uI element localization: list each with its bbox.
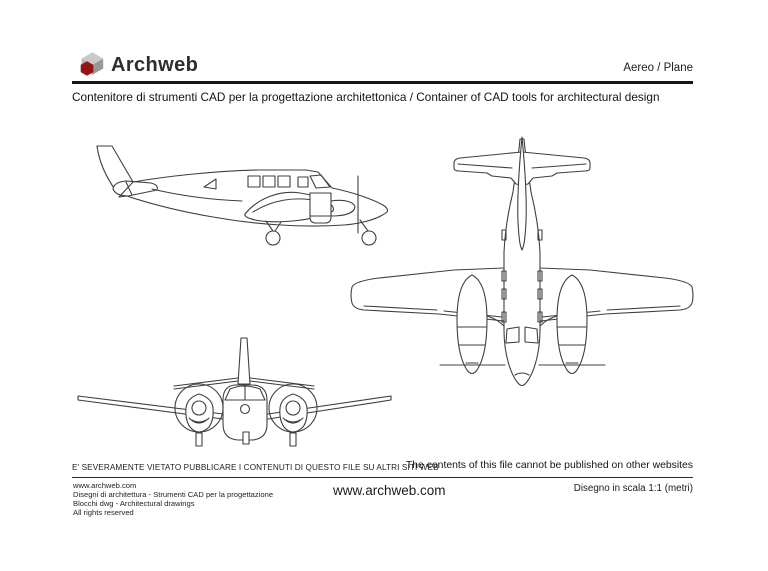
footer-line-description-en: Blocchi dwg - Architectural drawings bbox=[73, 499, 195, 508]
notice-italian: E' SEVERAMENTE VIETATO PUBBLICARE I CONTENUTI DI QUESTO FILE SU ALTRI SITI WEB bbox=[72, 463, 439, 472]
front-right-spinner bbox=[286, 401, 300, 415]
brand-text: Archweb bbox=[111, 54, 199, 76]
front-center-gear bbox=[243, 432, 249, 444]
side-tailplane bbox=[113, 181, 157, 196]
side-main-wheel bbox=[266, 231, 280, 245]
front-right-gear bbox=[290, 433, 296, 446]
page-title: Contenitore di strumenti CAD per la progettazione architettonica / Container of CAD tools for architectural design bbox=[72, 90, 660, 104]
front-view-drawing bbox=[75, 335, 395, 455]
front-left-spinner bbox=[192, 401, 206, 415]
top-right-nacelle bbox=[557, 275, 587, 374]
front-vertical-fin bbox=[238, 338, 250, 384]
side-cabin-window bbox=[298, 177, 308, 187]
side-door-window bbox=[204, 179, 216, 189]
header-rule bbox=[72, 81, 693, 84]
side-fuselage-chine-line bbox=[152, 189, 242, 201]
footer-line-rights: All rights reserved bbox=[73, 508, 134, 517]
top-view-drawing bbox=[345, 135, 710, 390]
side-main-gear-strut bbox=[266, 221, 281, 231]
logo-cube-icon bbox=[78, 50, 105, 78]
notice-english: The contents of this file cannot be published on other websites bbox=[405, 459, 693, 471]
category-label: Aereo / Plane bbox=[623, 62, 693, 74]
top-left-nacelle bbox=[457, 275, 487, 374]
footer-left-block bbox=[73, 481, 273, 517]
front-left-gear bbox=[196, 433, 202, 446]
side-engine-nacelle bbox=[310, 193, 331, 223]
side-cabin-window bbox=[278, 176, 290, 187]
side-cabin-window bbox=[248, 176, 260, 187]
side-cabin-window bbox=[263, 176, 275, 187]
footer-line-description-it: Disegni di architettura - Strumenti CAD per la progettazione bbox=[73, 490, 274, 499]
footer-scale-note: Disegno in scala 1:1 (metri) bbox=[573, 483, 693, 494]
footer-site-url: www.archweb.com bbox=[333, 483, 446, 498]
footer-line-url: www.archweb.com bbox=[73, 481, 137, 490]
divider-rule bbox=[72, 477, 693, 478]
